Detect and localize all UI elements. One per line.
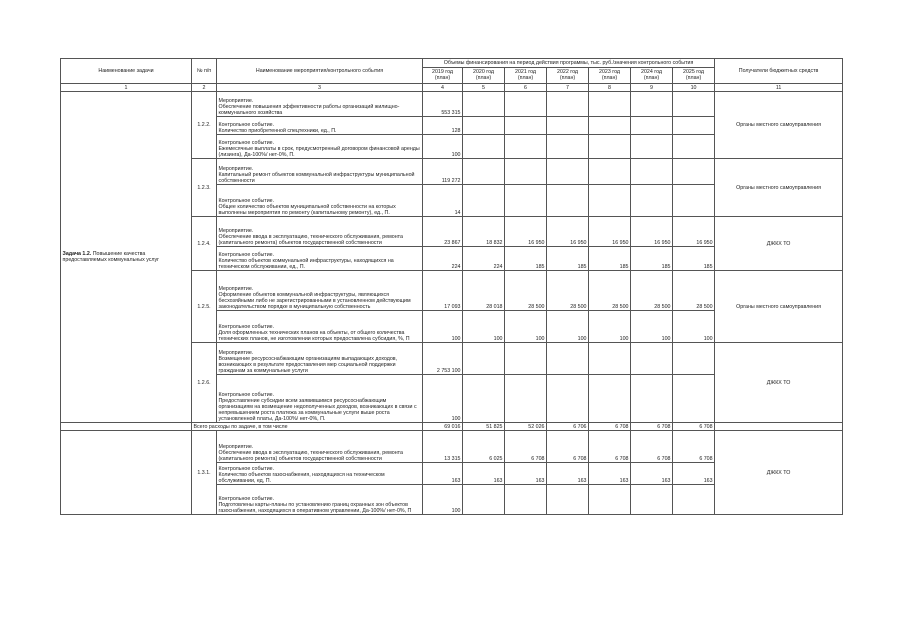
recipient: ДЖКХ ТО [715,217,843,271]
table-row [61,431,843,463]
value-cell: 28 018 [463,271,505,311]
value-cell [673,185,715,217]
value-cell: 163 [547,463,589,485]
header-year-2: 2020 год (план) [463,68,505,84]
event-text: Контрольное событие. Количество объектов газоснабжения, находящихся на техническом обслуживании, ед, П. [217,463,423,485]
group-number: 1.3.1. [192,431,217,515]
value-cell: 185 [673,247,715,271]
value-cell [547,117,589,135]
value-cell [673,117,715,135]
value-cell [505,485,547,515]
column-number: 8 [589,84,631,92]
value-cell: 100 [423,375,463,423]
value-cell: 6 708 [673,423,715,431]
event-text: Мероприятие. Обеспечение ввода в эксплуатацию, технического обслуживания, ремонта (капитального ремонта) объектов государственной собственности [217,217,423,247]
value-cell [505,185,547,217]
header-year-3: 2021 год (план) [505,68,547,84]
header-event-name: Наименование мероприятия/контрольного события [217,59,423,84]
event-text: Мероприятие. Обеспечение повышения эффективности работы организаций жилищно-коммунального хозяйства [217,92,423,117]
header-year-7: 2025 год (план) [673,68,715,84]
event-text: Мероприятие. Обеспечение ввода в эксплуатацию, технического обслуживания, ремонта (капитального ремонта) объектов государственной собственности [217,431,423,463]
value-cell [589,185,631,217]
value-cell: 100 [673,311,715,343]
header-num: № п/п [192,59,217,84]
value-cell: 100 [423,135,463,159]
value-cell: 163 [631,463,673,485]
column-number: 7 [547,84,589,92]
value-cell [505,375,547,423]
event-text: Мероприятие. Капитальный ремонт объектов коммунальной инфраструктуры муниципальной собственности [217,159,423,185]
value-cell [673,485,715,515]
event-text: Контрольное событие. Общее количество объектов муниципальной собственности на которых выполнены мероприятия по ремонту (капитальному ремонту), ед., П. [217,185,423,217]
task-label: Задача 1.2. [62,251,92,257]
value-cell [631,185,673,217]
value-cell: 224 [423,247,463,271]
value-cell: 13 315 [423,431,463,463]
column-number: 1 [61,84,192,92]
recipient: Органы местного самоуправления [715,159,843,217]
event-text: Контрольное событие. Подготовлены карты-планы по установлению границ охранных зон объектов газоснабжения, находящихся в оперативном управлении, Да-100%/ нет-0%, П [217,485,423,515]
value-cell [631,485,673,515]
value-cell [589,343,631,375]
event-text: Контрольное событие. Ежемесячные выплаты в срок, предусмотренный договором финансовой аренды (лизинга), Да-100%/ нет-0%, П. [217,135,423,159]
event-text: Мероприятие. Возмещение ресурсоснабжающим организациям выпадающих доходов, возникающих в результате предоставления мер социальной поддержки гражданам за коммунальные услуги [217,343,423,375]
task-cell-empty [61,431,192,515]
value-cell: 6 708 [547,431,589,463]
value-cell: 6 025 [463,431,505,463]
header-year-4: 2022 год (план) [547,68,589,84]
value-cell [589,159,631,185]
value-cell [589,135,631,159]
value-cell [463,159,505,185]
header-recipients: Получатели бюджетных средств [715,59,843,84]
column-number: 3 [217,84,423,92]
header-task-name: Наименование задачи [61,59,192,84]
value-cell: 119 272 [423,159,463,185]
value-cell: 28 500 [631,271,673,311]
value-cell: 224 [463,247,505,271]
value-cell: 185 [505,247,547,271]
value-cell: 6 708 [589,423,631,431]
column-number: 4 [423,84,463,92]
value-cell: 16 950 [589,217,631,247]
total-empty [61,423,192,431]
event-text: Мероприятие. Оформление объектов коммунальной инфраструктуры, являющихся бесхозяйными либо не зарегистрированными в установленном действующим законодательством порядке в муниципальную собственность [217,271,423,311]
value-cell: 100 [463,311,505,343]
value-cell [631,92,673,117]
value-cell: 28 500 [589,271,631,311]
value-cell [463,343,505,375]
value-cell [547,375,589,423]
value-cell: 69 016 [423,423,463,431]
group-number: 1.2.2. [192,92,217,159]
value-cell [505,159,547,185]
recipient: Органы местного самоуправления [715,271,843,343]
header-year-6: 2024 год (план) [631,68,673,84]
event-text: Контрольное событие. Предоставление субсидии всем заявившимся ресурсоснабжающим организациям на возмещение недополученных доходов, возникающих в связи с непревышением роста платежа за коммунальные услуги выше роста установленной платы, Да-100%/ нет-0%, П. [217,375,423,423]
value-cell [463,185,505,217]
value-cell: 16 950 [547,217,589,247]
value-cell: 185 [631,247,673,271]
value-cell: 28 500 [673,271,715,311]
table-row [61,92,843,117]
recipient: Органы местного самоуправления [715,92,843,159]
task-cell [61,92,192,423]
header-year-1: 2019 год (план) [423,68,463,84]
value-cell: 6 708 [631,423,673,431]
event-text: Контрольное событие. Количество объектов коммунальной инфраструктуры, находящихся на техническом обслуживании, ед., П. [217,247,423,271]
column-number: 11 [715,84,843,92]
value-cell: 6 708 [505,431,547,463]
value-cell: 16 950 [631,217,673,247]
total-row [61,423,843,431]
value-cell: 28 500 [547,271,589,311]
total-label: Всего расходы по задаче, в том числе [192,423,423,431]
value-cell [631,159,673,185]
group-number: 1.2.3. [192,159,217,217]
value-cell: 2 753 100 [423,343,463,375]
group-number: 1.2.4. [192,217,217,271]
value-cell [631,375,673,423]
value-cell [547,92,589,117]
event-text: Контрольное событие. Количество приобретенной спецтехники, ед., П. [217,117,423,135]
value-cell [631,117,673,135]
total-recipient-empty [715,423,843,431]
value-cell [505,117,547,135]
value-cell [631,343,673,375]
column-number: 9 [631,84,673,92]
value-cell [589,117,631,135]
value-cell: 23 867 [423,217,463,247]
value-cell: 100 [505,311,547,343]
value-cell: 100 [547,311,589,343]
value-cell: 100 [631,311,673,343]
value-cell [589,92,631,117]
value-cell [547,135,589,159]
value-cell [463,117,505,135]
header-year-5: 2023 год (план) [589,68,631,84]
column-number: 10 [673,84,715,92]
value-cell [547,159,589,185]
recipient: ДЖКХ ТО [715,431,843,515]
value-cell: 163 [673,463,715,485]
value-cell [505,343,547,375]
value-cell: 185 [589,247,631,271]
value-cell: 28 500 [505,271,547,311]
value-cell [463,92,505,117]
value-cell: 6 708 [673,431,715,463]
value-cell [673,159,715,185]
value-cell [673,135,715,159]
value-cell [673,92,715,117]
value-cell: 553 315 [423,92,463,117]
task-text: Повышение качества предоставляемых коммунальных услуг [62,251,160,263]
program-table [60,58,843,515]
value-cell [589,485,631,515]
value-cell: 100 [423,311,463,343]
value-cell [505,92,547,117]
value-cell [463,485,505,515]
value-cell: 163 [423,463,463,485]
value-cell: 163 [463,463,505,485]
value-cell [463,375,505,423]
value-cell: 6 708 [631,431,673,463]
value-cell: 163 [505,463,547,485]
value-cell: 128 [423,117,463,135]
value-cell [589,375,631,423]
group-number: 1.2.5. [192,271,217,343]
value-cell: 6 706 [547,423,589,431]
value-cell [463,135,505,159]
value-cell: 6 708 [589,431,631,463]
value-cell: 16 950 [673,217,715,247]
value-cell: 18 832 [463,217,505,247]
group-number: 1.2.6. [192,343,217,423]
value-cell [547,343,589,375]
value-cell [547,185,589,217]
column-number: 5 [463,84,505,92]
value-cell: 17 093 [423,271,463,311]
value-cell: 51 825 [463,423,505,431]
value-cell: 163 [589,463,631,485]
value-cell [673,375,715,423]
value-cell [547,485,589,515]
value-cell: 52 026 [505,423,547,431]
value-cell: 14 [423,185,463,217]
event-text: Контрольное событие. Доля оформленных технических планов на объекты, от общего количества технических планов, не изготовлении которых предоставлена субсидия, %, П [217,311,423,343]
program-table-sheet [60,58,842,515]
recipient: ДЖКХ ТО [715,343,843,423]
value-cell: 16 950 [505,217,547,247]
value-cell: 100 [423,485,463,515]
value-cell [673,343,715,375]
value-cell [631,135,673,159]
header-funding: Объемы финансирования на период действия программы, тыс. руб./значения контрольного события [423,59,715,68]
column-number: 6 [505,84,547,92]
value-cell [505,135,547,159]
column-number: 2 [192,84,217,92]
value-cell: 185 [547,247,589,271]
value-cell: 100 [589,311,631,343]
